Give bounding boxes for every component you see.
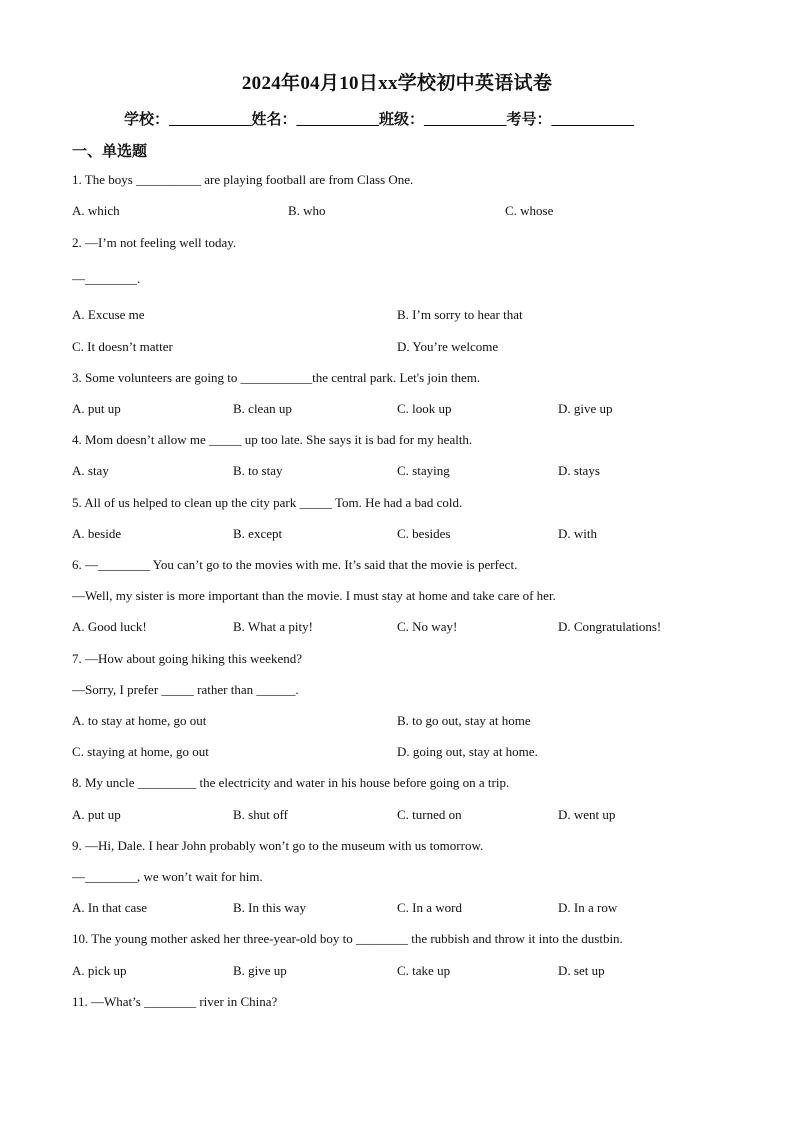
option-c: C. turned on (397, 807, 462, 822)
option-a: A. put up (72, 401, 121, 416)
option-b: B. In this way (233, 900, 306, 915)
question-stem: 10. The young mother asked her three-year-old boy to ________ the rubbish and throw it into the dustbin. (72, 931, 623, 946)
option-d: D. went up (558, 807, 616, 822)
question-response: —________, we won’t wait for him. (72, 869, 263, 884)
option-d: D. with (558, 526, 597, 541)
question-response: —Sorry, I prefer _____ rather than ______. (72, 682, 299, 697)
option-a: A. beside (72, 526, 122, 541)
option-a: A. Excuse me (72, 307, 145, 322)
question-stem: 2. —I’m not feeling well today. (72, 235, 237, 250)
student-info-line (124, 108, 634, 129)
question-stem: 6. —________ You can’t go to the movies with me. It’s said that the movie is perfect. (72, 557, 518, 572)
option-d: D. You’re welcome (397, 339, 499, 354)
section-title: 一、单选题 (72, 144, 148, 160)
question-stem: 4. Mom doesn’t allow me _____ up too late. She says it is bad for my health. (72, 432, 473, 447)
option-c: C. take up (397, 963, 451, 978)
option-b: B. shut off (233, 807, 289, 822)
option-d: D. stays (558, 463, 600, 478)
option-d: D. give up (558, 401, 613, 416)
option-c: C. In a word (397, 900, 462, 915)
question-stem: 9. —Hi, Dale. I hear John probably won’t go to the museum with us tomorrow. (72, 838, 484, 853)
option-a: A. stay (72, 463, 109, 478)
question-response: —Well, my sister is more important than the movie. I must stay at home and take care of her. (72, 588, 556, 603)
option-a: A. Good luck! (72, 619, 147, 634)
option-a: A. In that case (72, 900, 148, 915)
option-b: B. clean up (233, 401, 292, 416)
option-c: C. No way! (397, 619, 458, 634)
option-d: D. In a row (558, 900, 618, 915)
option-d: D. Congratulations! (558, 619, 662, 634)
option-d: D. going out, stay at home. (397, 744, 538, 759)
option-c: C. look up (397, 401, 452, 416)
question-stem: 1. The boys __________ are playing football are from Class One. (72, 172, 414, 187)
question-stem: 5. All of us helped to clean up the city park _____ Tom. He had a bad cold. (72, 495, 463, 510)
exam-title: 2024年04月10日xx学校初中英语试卷 (241, 73, 553, 94)
option-b: B. to go out, stay at home (397, 713, 531, 728)
option-c: C. whose (505, 203, 554, 218)
option-a: A. to stay at home, go out (72, 713, 207, 728)
question-stem: 8. My uncle _________ the electricity and water in his house before going on a trip. (72, 775, 510, 790)
option-c: C. staying (397, 463, 450, 478)
option-b: B. What a pity! (233, 619, 313, 634)
option-d: D. set up (558, 963, 605, 978)
option-a: A. pick up (72, 963, 127, 978)
question-response: —________. (72, 271, 141, 286)
question-stem: 3. Some volunteers are going to ___________the central park. Let's join them. (72, 370, 481, 385)
option-c: C. staying at home, go out (72, 744, 209, 759)
question-stem: 7. —How about going hiking this weekend? (72, 651, 302, 666)
option-b: B. I’m sorry to hear that (397, 307, 523, 322)
student-info-text: 学校：___________姓名：___________班级：___________考号：___________ (124, 112, 635, 128)
option-c: C. besides (397, 526, 451, 541)
option-b: B. except (233, 526, 283, 541)
option-b: B. to stay (233, 463, 283, 478)
question-stem: 11. —What’s ________ river in China? (72, 994, 278, 1009)
option-a: A. which (72, 203, 120, 218)
option-a: A. put up (72, 807, 121, 822)
option-c: C. It doesn’t matter (72, 339, 173, 354)
option-b: B. give up (233, 963, 287, 978)
option-b: B. who (288, 203, 326, 218)
